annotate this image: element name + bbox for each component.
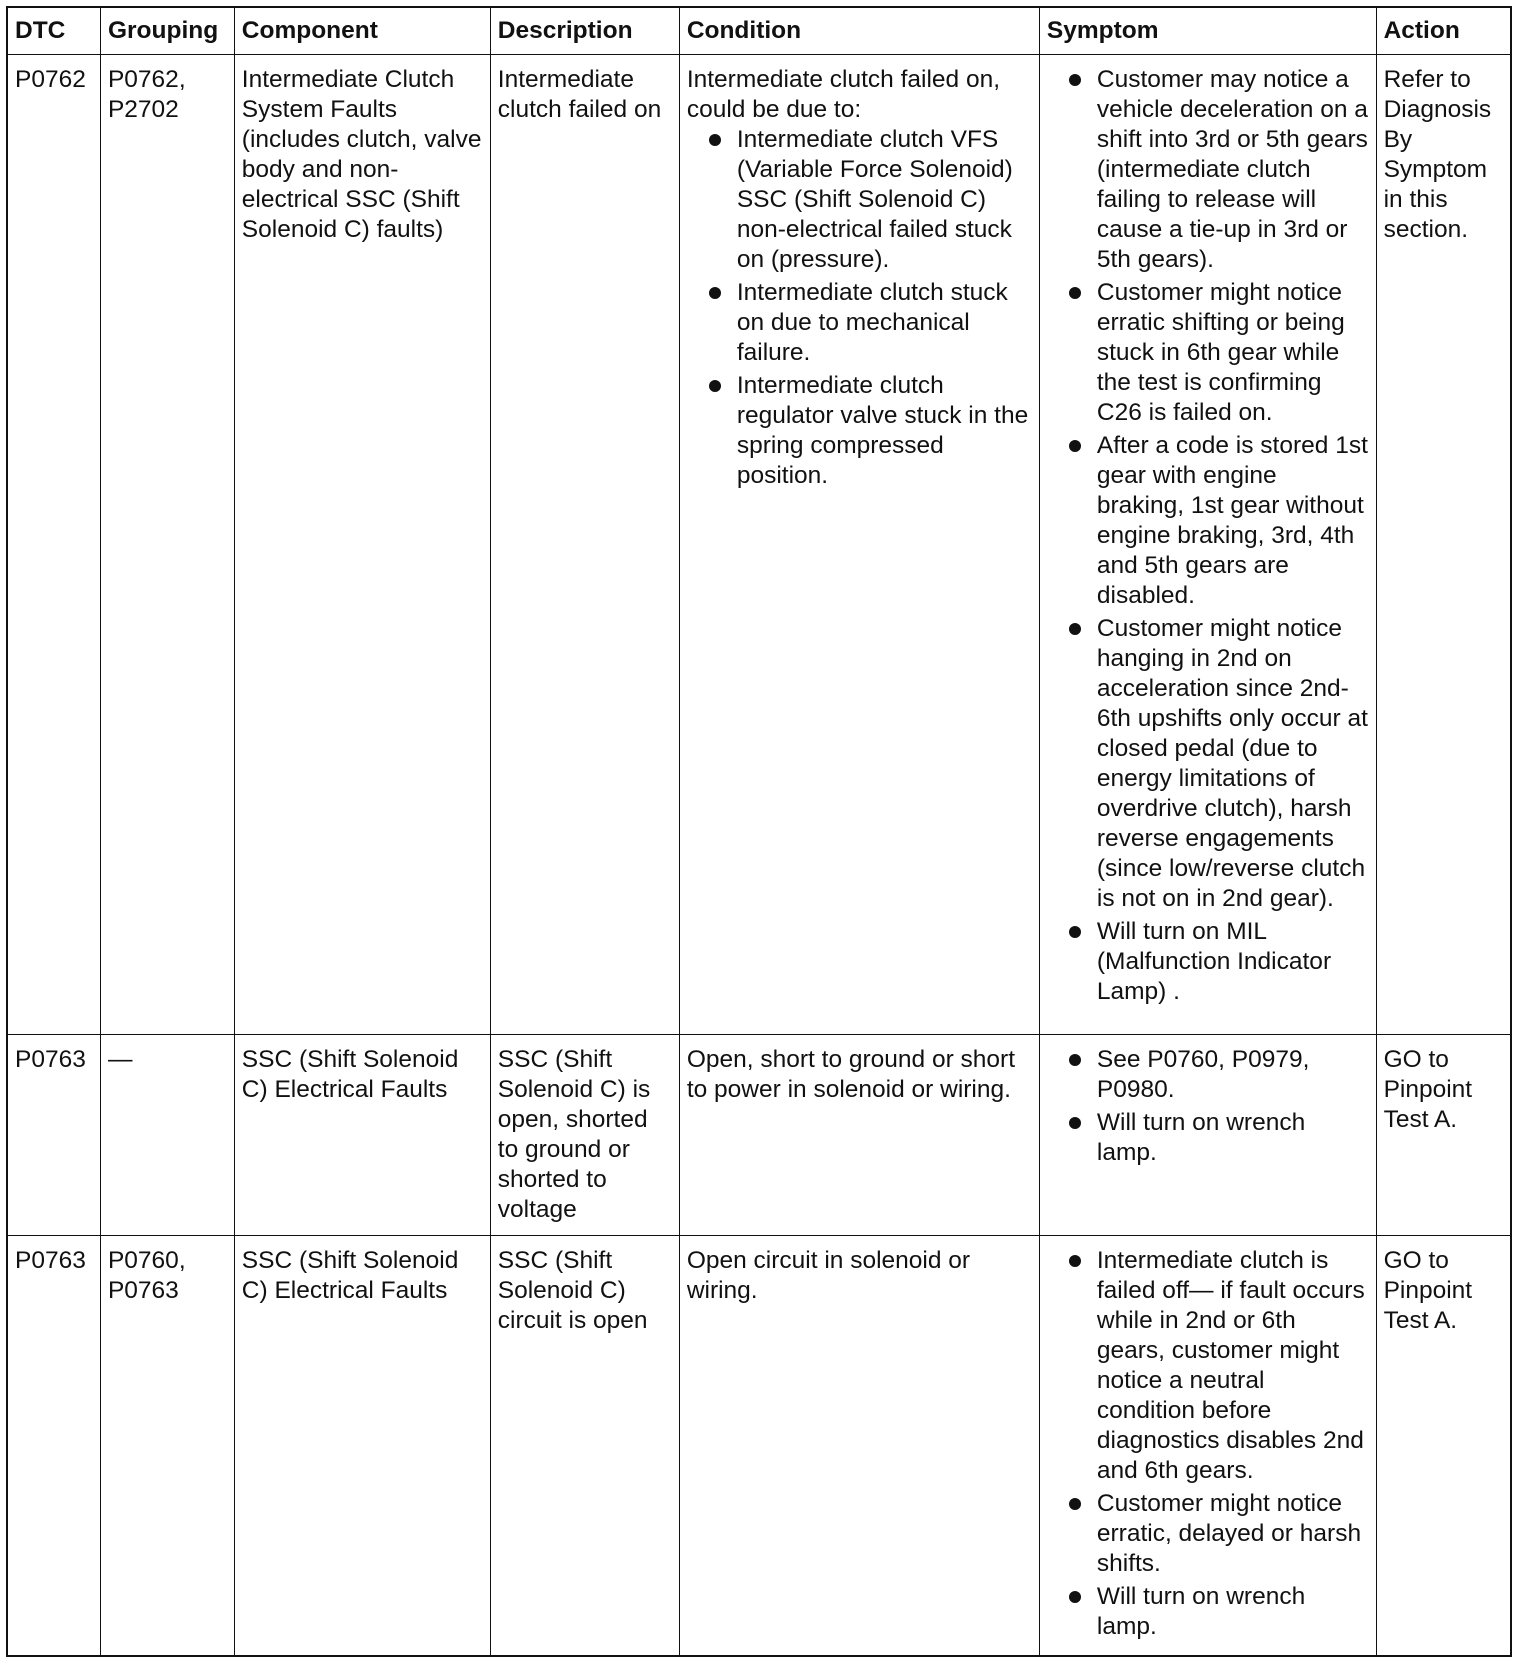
cell-action: GO to Pinpoint Test A. (1376, 1236, 1511, 1657)
table-header (7, 7, 1511, 55)
header-condition: Condition (679, 7, 1039, 55)
condition-intro: Intermediate clutch failed on, could be due to: (686, 66, 1001, 123)
cell-condition (679, 55, 1039, 1035)
cell-grouping: — (100, 1035, 234, 1236)
table-body (7, 55, 1511, 1657)
list-item: Intermediate clutch regulator valve stuck in the spring compressed position. (687, 371, 1032, 491)
cell-component: SSC (Shift Solenoid C) Electrical Faults (234, 1035, 490, 1236)
list-item: Will turn on MIL (Malfunction Indicator Lamp) . (1047, 917, 1369, 1007)
cell-component: SSC (Shift Solenoid C) Electrical Faults (234, 1236, 490, 1657)
list-item: Intermediate clutch VFS (Variable Force Solenoid) SSC (Shift Solenoid C) non-electrical failed stuck on (pressure). (687, 125, 1032, 275)
cell-description: SSC (Shift Solenoid C) is open, shorted to ground or shorted to voltage (490, 1035, 679, 1236)
header-row (7, 7, 1511, 55)
list-item: Customer might notice hanging in 2nd on acceleration since 2nd-6th upshifts only occur at closed pedal (due to energy limitations of overdrive clutch), harsh reverse engagements (since low/reverse clutch is not on in 2nd gear). (1047, 614, 1369, 914)
cell-symptom (1039, 55, 1376, 1035)
dtc-table (6, 6, 1512, 1657)
table-row (7, 55, 1511, 1035)
symptom-list (1047, 1246, 1369, 1642)
cell-symptom (1039, 1236, 1376, 1657)
cell-grouping: P0762, P2702 (100, 55, 234, 1035)
cell-component: Intermediate Clutch System Faults (includes clutch, valve body and non-electrical SSC (Shift Solenoid C) faults) (234, 55, 490, 1035)
cell-description: Intermediate clutch failed on (490, 55, 679, 1035)
header-grouping: Grouping (100, 7, 234, 55)
list-item: Customer might notice erratic shifting or being stuck in 6th gear while the test is confirming C26 is failed on. (1047, 278, 1369, 428)
cell-action: Refer to Diagnosis By Symptom in this section. (1376, 55, 1511, 1035)
cell-description: SSC (Shift Solenoid C) circuit is open (490, 1236, 679, 1657)
header-symptom: Symptom (1039, 7, 1376, 55)
cell-dtc: P0762 (7, 55, 100, 1035)
condition-intro: Open circuit in solenoid or wiring. (686, 1247, 971, 1304)
list-item: Will turn on wrench lamp. (1047, 1582, 1369, 1642)
list-item: See P0760, P0979, P0980. (1047, 1045, 1369, 1105)
list-item: Intermediate clutch is failed off— if fault occurs while in 2nd or 6th gears, customer might notice a neutral condition before diagnostics disables 2nd and 6th gears. (1047, 1246, 1369, 1486)
list-item: Customer might notice erratic, delayed or harsh shifts. (1047, 1489, 1369, 1579)
cell-condition (679, 1236, 1039, 1657)
list-item: Will turn on wrench lamp. (1047, 1108, 1369, 1168)
table-row (7, 1035, 1511, 1236)
cell-dtc: P0763 (7, 1236, 100, 1657)
cell-action: GO to Pinpoint Test A. (1376, 1035, 1511, 1236)
cell-symptom (1039, 1035, 1376, 1236)
condition-list (687, 125, 1032, 491)
list-item: Customer may notice a vehicle deceleration on a shift into 3rd or 5th gears (intermediate clutch failing to release will cause a tie-up in 3rd or 5th gears). (1047, 65, 1369, 275)
header-dtc: DTC (7, 7, 100, 55)
symptom-list (1047, 65, 1369, 1007)
condition-intro: Open, short to ground or short to power in solenoid or wiring. (686, 1046, 1016, 1103)
header-component: Component (234, 7, 490, 55)
list-item: After a code is stored 1st gear with engine braking, 1st gear without engine braking, 3rd, 4th and 5th gears are disabled. (1047, 431, 1369, 611)
list-item: Intermediate clutch stuck on due to mechanical failure. (687, 278, 1032, 368)
cell-grouping: P0760, P0763 (100, 1236, 234, 1657)
table-row (7, 1236, 1511, 1657)
symptom-list (1047, 1045, 1369, 1168)
cell-dtc: P0763 (7, 1035, 100, 1236)
header-action: Action (1376, 7, 1511, 55)
header-description: Description (490, 7, 679, 55)
cell-condition (679, 1035, 1039, 1236)
